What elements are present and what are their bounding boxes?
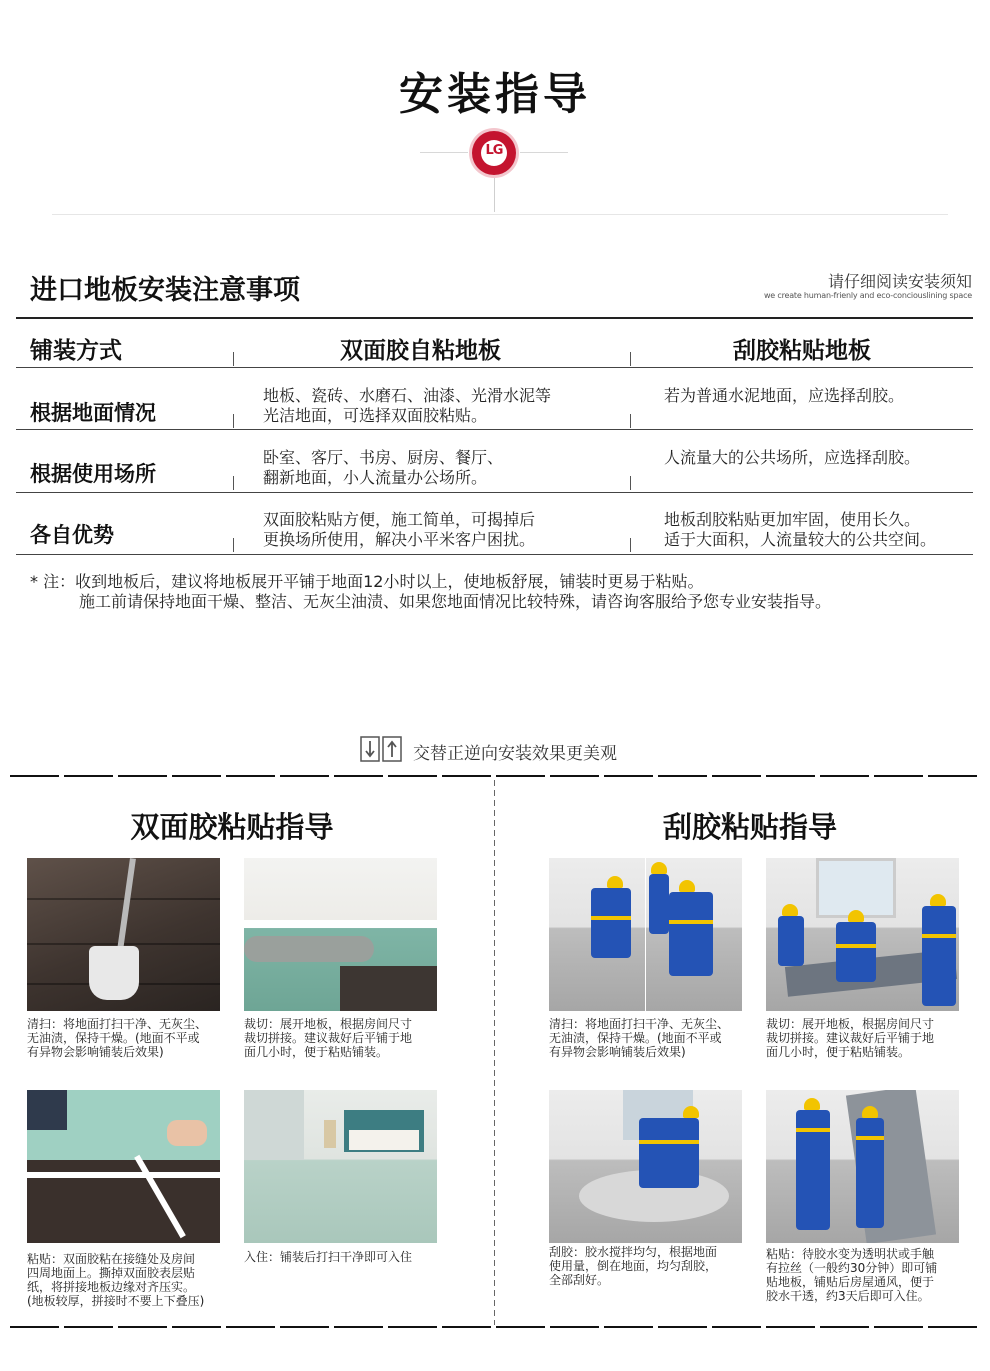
row-ground-double-line2: 光洁地面，可选择双面胶粘贴。: [263, 406, 488, 425]
double-sided-step2-caption: 裁切：展开地板，根据房间尺寸 裁切拼接。建议裁好后平铺于地 面几小时，便于粘贴铺装。: [244, 1017, 413, 1059]
lg-logo: [472, 131, 516, 175]
guides-bottom-dashes: [10, 1326, 980, 1328]
glue-step2-caption: 裁切：展开地板，根据房间尺寸 裁切拼接。建议裁好后平铺于地 面几小时，便于粘贴铺装。: [766, 1017, 935, 1059]
worker-spreading-glue-photo: [549, 1090, 742, 1243]
table-header-rule: [16, 367, 973, 368]
double-sided-guide-title: 双面胶粘贴指导: [130, 810, 334, 844]
workers-cutting-photo: [766, 858, 959, 1011]
finished-room-photo: [244, 1090, 437, 1243]
alternate-direction-icon: [359, 735, 405, 763]
glue-guide-title: 刮胶粘贴指导: [662, 810, 837, 844]
glue-step3-caption: 刮胶：胶水搅拌均匀，根据地面 使用量，倒在地面，均匀刮胶， 全部刮好。: [549, 1245, 718, 1287]
row-place-double-line1: 卧室、客厅、书房、厨房、餐厅、: [263, 448, 504, 467]
row1-rule: [16, 429, 973, 430]
header-double-sided: 双面胶自粘地板: [340, 338, 501, 364]
row2-rule: [16, 492, 973, 493]
row-ground-double-line1: 地板、瓷砖、水磨石、油漆、光滑水泥等: [263, 386, 552, 405]
alternate-hint: [359, 735, 639, 765]
table-top-rule: [16, 317, 973, 319]
cutting-floor-photo: [244, 858, 437, 1011]
row-advantage-double-line1: 双面胶粘贴方便，施工简单，可揭掉后: [263, 510, 536, 529]
logo-divider-left: [420, 152, 468, 153]
sweeping-floor-photo: [27, 858, 220, 1011]
lg-logo-text: LG: [485, 143, 503, 158]
guides-top-dashes: [10, 775, 980, 777]
row-place-double-line2: 翻新地面，小人流量办公场所。: [263, 468, 488, 487]
header-sep-2: [630, 352, 631, 366]
guides-center-divider: [494, 780, 495, 1325]
page-title: 安装指导: [399, 69, 591, 120]
double-sided-step4-caption: 入住：铺装后打扫干净即可入住: [244, 1250, 413, 1264]
row1-sep-2: [630, 414, 631, 428]
row2-sep-1: [233, 476, 234, 490]
header-sep-1: [233, 352, 234, 366]
workers-sweeping-photo: [549, 858, 742, 1011]
row-ground-glue-line1: 若为普通水泥地面，应选择刮胶。: [664, 386, 905, 405]
pasting-floor-photo: [27, 1090, 220, 1243]
row-advantage-double-line2: 更换场所使用，解决小平米客户困扰。: [263, 530, 536, 549]
glue-step1-caption: 清扫：将地面打扫干净、无灰尘、 无油渍，保持干燥。(地面不平或 有异物会影响铺装后效果): [549, 1017, 730, 1059]
header-divider: [52, 214, 948, 215]
logo-stem: [494, 178, 495, 212]
row3-sep-1: [233, 538, 234, 552]
glue-step4-caption: 粘贴：待胶水变为透明状或手触 有拉丝（一般约30分钟）即可铺 贴地板，铺贴后房屋通风，便于 胶水干透，约3天后即可入住。: [766, 1247, 938, 1303]
notice-note: 请仔细阅读安装须知: [827, 272, 972, 291]
row-advantage-glue-line1: 地板刮胶粘贴更加牢固，使用长久。: [664, 510, 921, 529]
alternate-hint-text: 交替正逆向安装效果更美观: [413, 744, 617, 764]
row-label-place: 根据使用场所: [30, 462, 156, 486]
footnote-line1: * 注：收到地板后，建议将地板展开平铺于地面12小时以上，使地板舒展，铺装时更易于粘贴。: [30, 572, 704, 591]
double-sided-step1-caption: 清扫：将地面打扫干净、无灰尘、 无油渍，保持干燥。(地面不平或 有异物会影响铺装后效果): [27, 1017, 208, 1059]
notice-subnote: we create human-frienly and eco-conciouslining space: [763, 291, 972, 300]
header-method: 铺装方式: [30, 338, 122, 364]
row3-sep-2: [630, 538, 631, 552]
row-place-glue-line1: 人流量大的公共场所，应选择刮胶。: [664, 448, 921, 467]
row1-sep-1: [233, 414, 234, 428]
row-label-advantage: 各自优势: [30, 523, 114, 547]
table-bottom-rule: [16, 554, 973, 555]
double-sided-step3-caption: 粘贴：双面胶粘在接缝处及房间 四周地面上。撕掉双面胶表层贴 纸，将拼接地板边缘对齐压实。 (地板较厚，拼接时不要上下叠压): [27, 1252, 205, 1308]
header-glue: 刮胶粘贴地板: [733, 338, 871, 364]
row-label-ground: 根据地面情况: [30, 401, 156, 425]
row-advantage-glue-line2: 适于大面积，人流量较大的公共空间。: [664, 530, 937, 549]
footnote-line2: 施工前请保持地面干燥、整洁、无灰尘油渍、如果您地面情况比较特殊，请咨询客服给予您专业安装指导。: [79, 592, 832, 611]
logo-divider-right: [520, 152, 568, 153]
notice-title: 进口地板安装注意事项: [30, 275, 300, 306]
workers-laying-photo: [766, 1090, 959, 1243]
row2-sep-2: [630, 476, 631, 490]
